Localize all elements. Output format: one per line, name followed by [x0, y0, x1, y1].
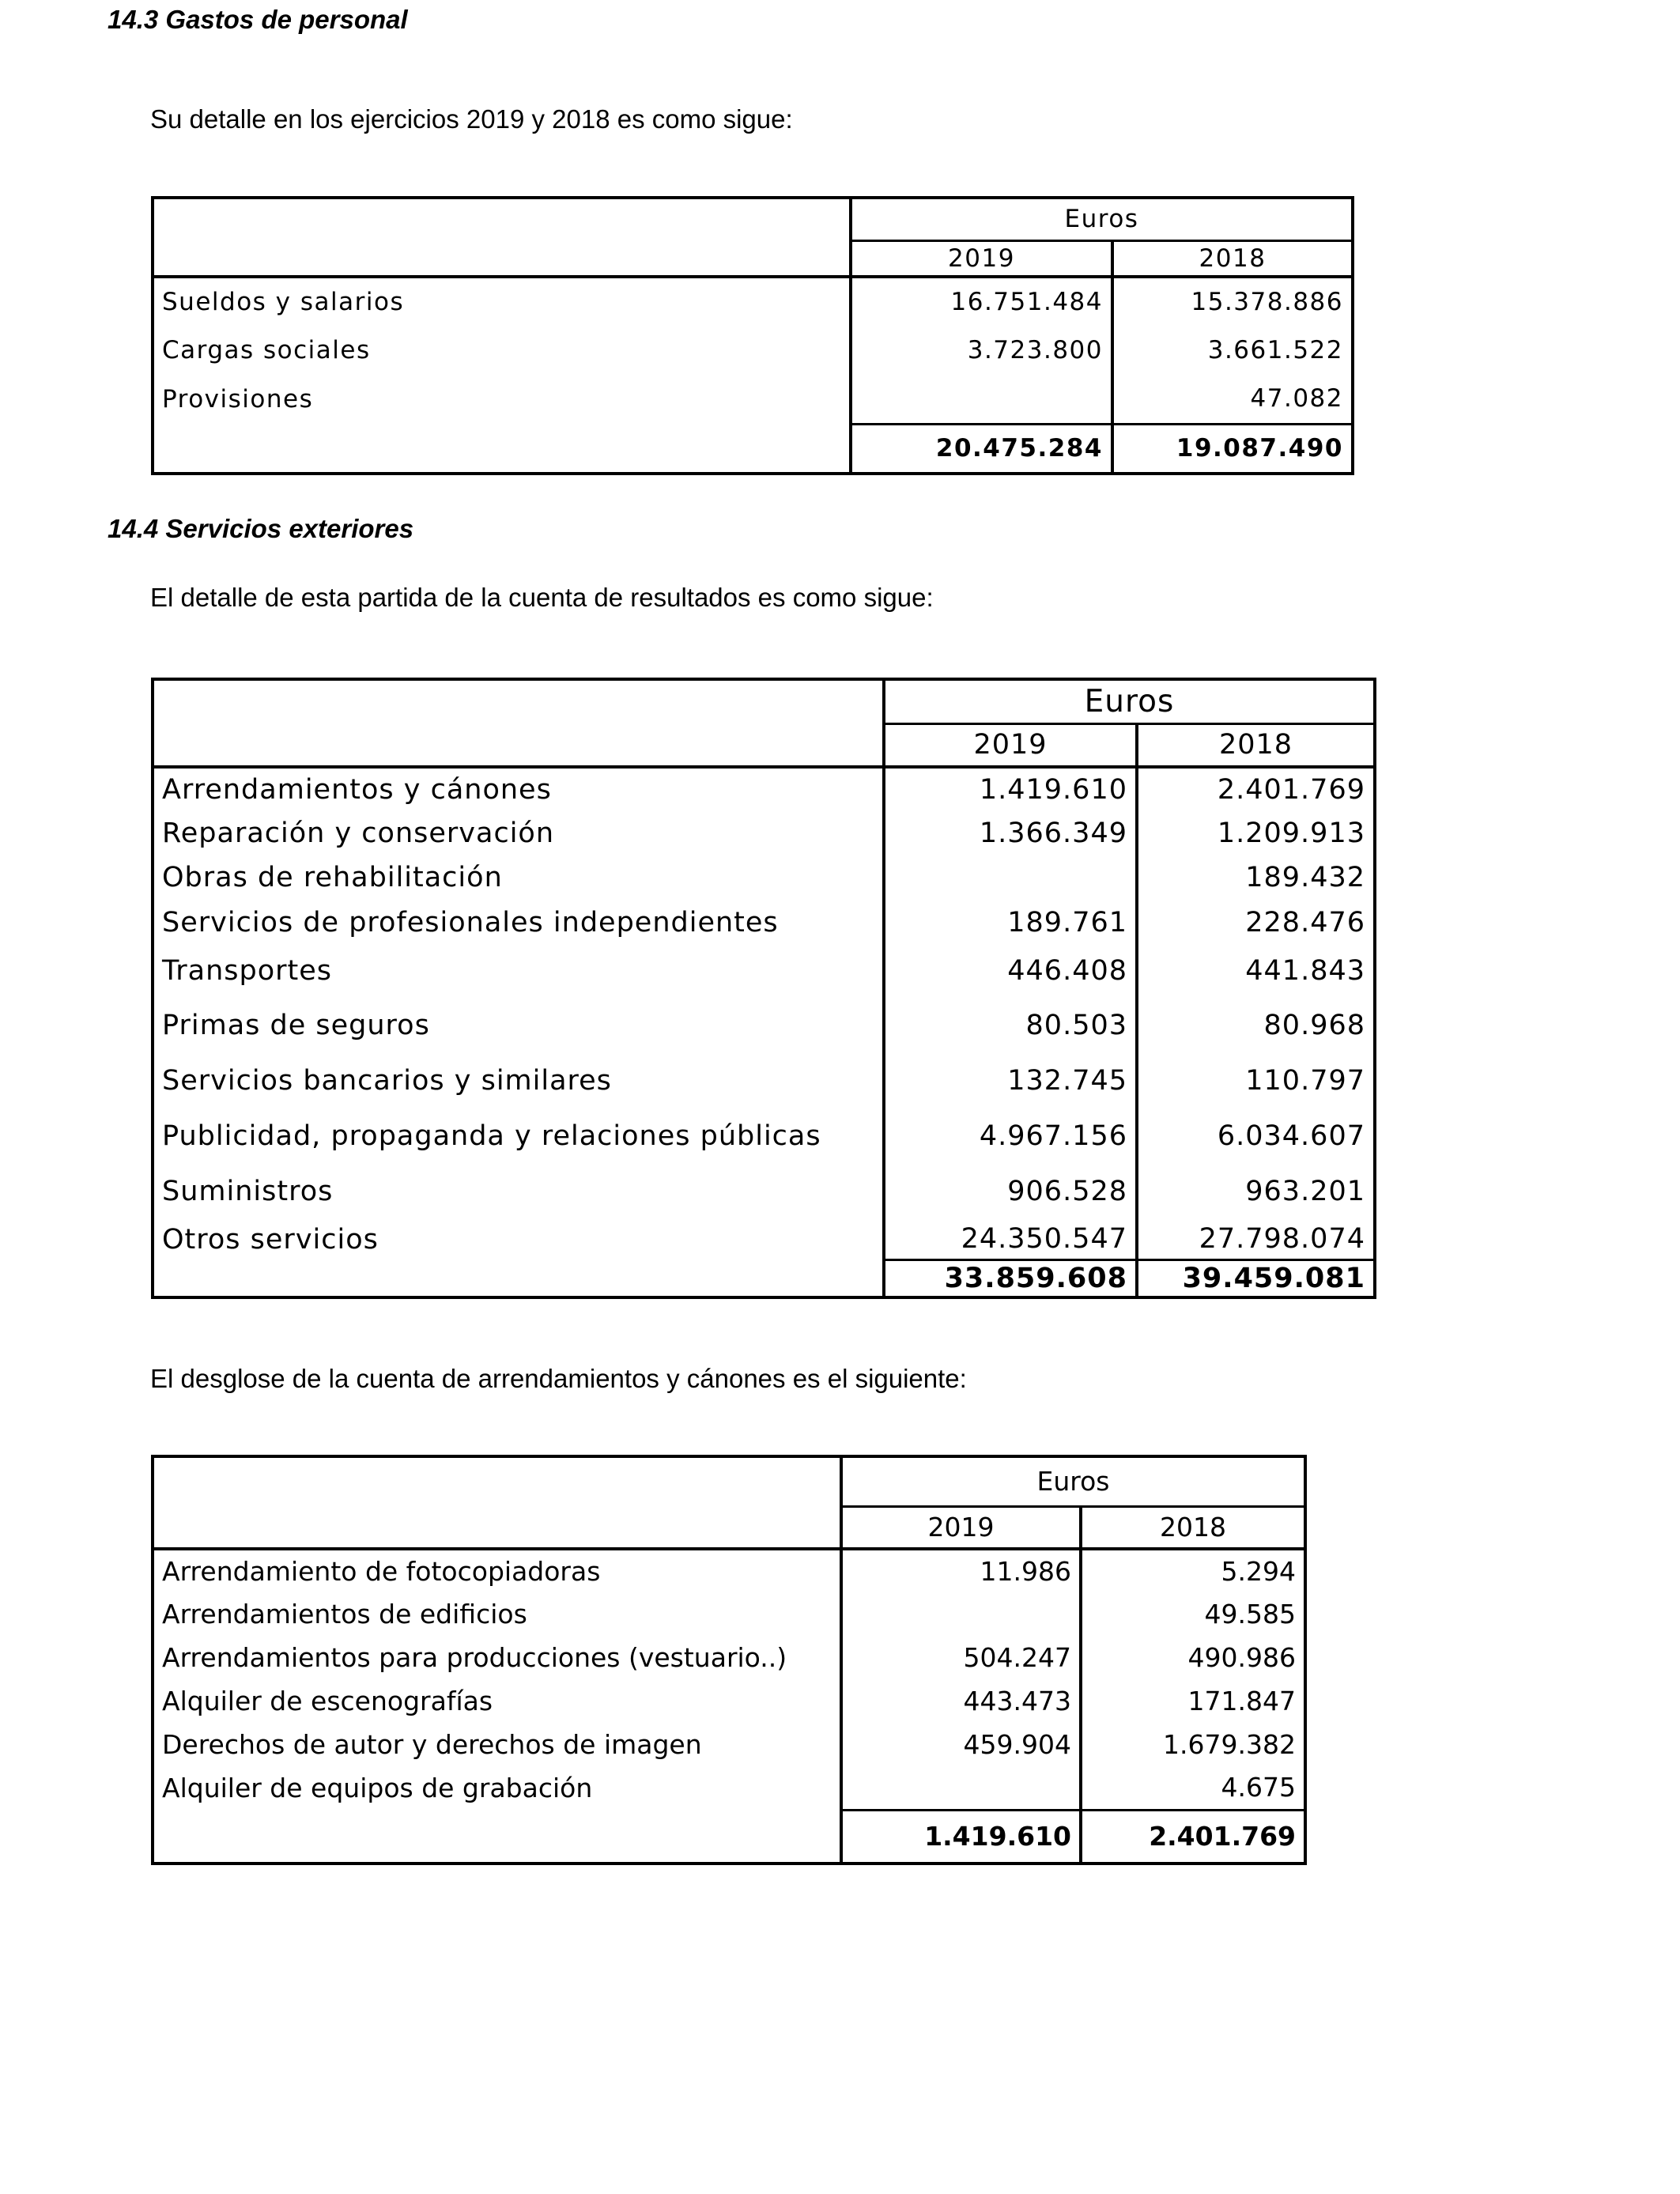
table-row	[153, 1723, 1305, 1766]
header-blank-cell	[153, 1456, 841, 1549]
value-2019: 16.751.484	[851, 277, 1112, 326]
value-2018: 963.201	[1245, 1176, 1365, 1207]
table-row	[153, 900, 1375, 945]
row-label: Arrendamientos y cánones	[153, 767, 884, 811]
table-servicios-exteriores	[151, 678, 1376, 1299]
value-2019: 443.473	[841, 1679, 1081, 1723]
header-blank-cell	[153, 679, 884, 767]
header-unit: Euros	[884, 679, 1375, 723]
table-row	[153, 326, 1353, 375]
value-2018: 80.968	[1263, 1009, 1365, 1041]
value-2018: 110.797	[1245, 1065, 1365, 1097]
total-2019: 20.475.284	[851, 424, 1112, 474]
value-2018: 5.294	[1221, 1556, 1296, 1587]
total-2019: 1.419.610	[841, 1810, 1081, 1864]
table-gastos-personal	[151, 196, 1354, 475]
total-row	[153, 424, 1353, 474]
table-row	[153, 997, 1375, 1053]
row-label: Derechos de autor y derechos de imagen	[153, 1723, 841, 1766]
value-2018: 441.843	[1245, 955, 1365, 987]
table-row	[153, 1053, 1375, 1108]
value-2019: 446.408	[884, 945, 1137, 997]
value-2019: 24.350.547	[884, 1219, 1137, 1259]
row-label: Provisiones	[153, 375, 851, 424]
value-2018: 228.476	[1245, 906, 1365, 938]
value-2018: 27.798.074	[1199, 1222, 1365, 1255]
total-label-blank	[153, 424, 851, 474]
total-2018: 19.087.490	[1112, 424, 1353, 474]
value-2019: 80.503	[884, 997, 1137, 1053]
value-2018: 47.082	[1250, 384, 1343, 413]
table-row	[153, 945, 1375, 997]
table-row	[153, 1679, 1305, 1723]
table-arrendamientos	[151, 1455, 1307, 1865]
value-2019: 1.419.610	[884, 767, 1137, 811]
table-row	[153, 1164, 1375, 1219]
row-label: Primas de seguros	[153, 997, 884, 1053]
intro-gastos-personal: Su detalle en los ejercicios 2019 y 2018 es como sigue:	[150, 104, 793, 134]
table-row	[153, 1219, 1375, 1259]
header-year-2019: 2019	[884, 723, 1137, 767]
table-row	[153, 1766, 1305, 1810]
total-row	[153, 1259, 1375, 1297]
value-2019: 189.761	[884, 900, 1137, 945]
total-2019: 33.859.608	[884, 1259, 1137, 1297]
value-2019: 11.986	[841, 1549, 1081, 1592]
table-row	[153, 767, 1375, 811]
value-2018: 6.034.607	[1217, 1120, 1365, 1152]
total-label-blank	[153, 1810, 841, 1864]
row-label: Alquiler de escenografías	[153, 1679, 841, 1723]
value-2018: 490.986	[1187, 1642, 1296, 1673]
table-row	[153, 1636, 1305, 1679]
section-heading-servicios-exteriores: 14.4 Servicios exteriores	[108, 514, 414, 543]
header-unit: Euros	[851, 198, 1353, 240]
value-2019: 4.967.156	[884, 1108, 1137, 1164]
row-label: Cargas sociales	[153, 326, 851, 375]
header-blank-cell	[153, 198, 851, 277]
row-label: Publicidad, propaganda y relaciones públicas	[153, 1108, 884, 1164]
value-2018: 171.847	[1187, 1686, 1296, 1716]
row-label: Arrendamiento de fotocopiadoras	[153, 1549, 841, 1592]
intro-servicios-exteriores: El detalle de esta partida de la cuenta de resultados es como sigue:	[150, 583, 934, 612]
intro-arrendamientos: El desglose de la cuenta de arrendamientos y cánones es el siguiente:	[150, 1364, 967, 1393]
value-2018: 1.679.382	[1163, 1729, 1296, 1760]
total-2018: 39.459.081	[1137, 1259, 1375, 1297]
table-row	[153, 1108, 1375, 1164]
header-year-2019: 2019	[851, 240, 1112, 277]
value-2019	[884, 855, 1137, 900]
value-2019	[841, 1766, 1081, 1810]
value-2018: 1.209.913	[1217, 818, 1365, 849]
value-2019: 906.528	[884, 1164, 1137, 1219]
row-label: Alquiler de equipos de grabación	[153, 1766, 841, 1810]
row-label: Arrendamientos para producciones (vestuario..)	[153, 1636, 841, 1679]
header-unit: Euros	[841, 1456, 1305, 1506]
value-2018: 15.378.886	[1191, 288, 1343, 316]
value-2019: 459.904	[841, 1723, 1081, 1766]
value-2018: 4.675	[1221, 1772, 1296, 1803]
section-heading-gastos-personal: 14.3 Gastos de personal	[108, 5, 408, 34]
header-year-2018: 2018	[1081, 1506, 1305, 1549]
table-row	[153, 1549, 1305, 1592]
value-2018: 2.401.769	[1217, 774, 1365, 806]
header-year-2018: 2018	[1137, 723, 1375, 767]
row-label: Arrendamientos de edificios	[153, 1592, 841, 1636]
row-label: Servicios bancarios y similares	[153, 1053, 884, 1108]
row-label: Otros servicios	[153, 1219, 884, 1259]
total-label-blank	[153, 1259, 884, 1297]
value-2018: 189.432	[1245, 862, 1365, 893]
value-2019: 132.745	[884, 1053, 1137, 1108]
row-label: Suministros	[153, 1164, 884, 1219]
row-label: Servicios de profesionales independientes	[153, 900, 884, 945]
value-2018: 49.585	[1204, 1599, 1296, 1629]
table-row	[153, 277, 1353, 326]
header-year-2019: 2019	[841, 1506, 1081, 1549]
value-2019	[841, 1592, 1081, 1636]
value-2019	[851, 375, 1112, 424]
row-label: Transportes	[153, 945, 884, 997]
table-row	[153, 1592, 1305, 1636]
value-2019: 3.723.800	[851, 326, 1112, 375]
table-row	[153, 375, 1353, 424]
row-label: Obras de rehabilitación	[153, 855, 884, 900]
row-label: Sueldos y salarios	[153, 277, 851, 326]
value-2019: 504.247	[841, 1636, 1081, 1679]
total-row	[153, 1810, 1305, 1864]
value-2018: 3.661.522	[1207, 336, 1343, 364]
total-2018: 2.401.769	[1081, 1810, 1305, 1864]
value-2019: 1.366.349	[884, 811, 1137, 855]
table-row	[153, 811, 1375, 855]
row-label: Reparación y conservación	[153, 811, 884, 855]
header-year-2018: 2018	[1112, 240, 1353, 277]
table-row	[153, 855, 1375, 900]
